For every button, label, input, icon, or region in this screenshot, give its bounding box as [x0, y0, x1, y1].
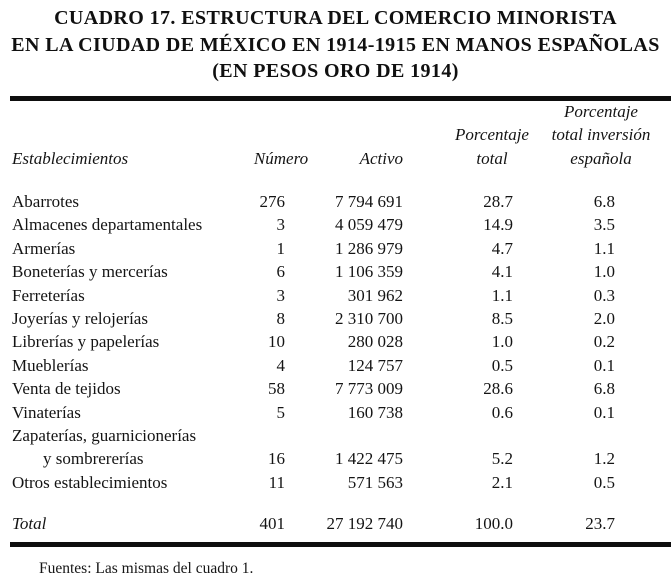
table-title — [0, 5, 671, 85]
row-label: Boneterías y mercerías — [12, 262, 168, 282]
total-row — [12, 512, 659, 536]
table-body — [12, 190, 659, 494]
table-row — [12, 284, 659, 307]
header-numero: Número — [253, 148, 309, 168]
porcentaje-inversion-cell: 1.2 — [593, 449, 615, 469]
table-row — [12, 213, 659, 236]
row-label: Vinaterías — [12, 402, 81, 422]
header-porcentaje-inversion-line1: Porcentaje — [564, 101, 638, 121]
total-porcentaje-inversion: 23.7 — [585, 514, 615, 533]
activo-cell: 1 106 359 — [335, 262, 403, 282]
header-porcentaje-total-line1: Porcentaje — [455, 125, 529, 144]
table-row — [12, 401, 659, 424]
activo-cell: 2 310 700 — [335, 308, 403, 328]
table-row — [12, 237, 659, 260]
row-label: Armerías — [12, 238, 76, 258]
total-numero: 401 — [259, 514, 285, 533]
porcentaje-inversion-cell: 0.1 — [593, 355, 615, 375]
table-header — [12, 100, 659, 170]
row-label: Joyerías y relojerías — [12, 308, 148, 328]
header-porcentaje-total — [455, 123, 529, 170]
activo-cell: 124 757 — [347, 355, 403, 375]
header-porcentaje-inversion-line3: española — [570, 148, 632, 168]
header-porcentaje-inversion-line2: total inversión — [551, 125, 651, 144]
porcentaje-total-cell: 5.2 — [491, 449, 513, 469]
activo-cell: 280 028 — [347, 332, 403, 352]
porcentaje-total-cell: 28.7 — [483, 192, 513, 211]
activo-cell: 4 059 479 — [335, 215, 403, 235]
table-row — [12, 471, 659, 494]
porcentaje-total-cell: 4.1 — [491, 262, 513, 282]
header-porcentaje-total-line2: total — [476, 148, 508, 168]
activo-cell: 1 422 475 — [335, 449, 403, 469]
title-line-2: EN LA CIUDAD DE MÉXICO EN 1914-1915 EN MANOS ESPAÑOLAS — [11, 33, 660, 56]
activo-cell: 7 773 009 — [335, 379, 403, 399]
header-porcentaje-inversion — [552, 100, 651, 171]
row-label: Almacenes departamentales — [12, 215, 203, 235]
porcentaje-total-cell: 28.6 — [483, 379, 513, 399]
porcentaje-total-cell: 4.7 — [491, 238, 513, 258]
numero-cell: 4 — [276, 355, 285, 375]
porcentaje-total-cell: 0.5 — [491, 355, 513, 375]
row-label: y sombrererías — [43, 449, 144, 469]
table-row — [12, 330, 659, 353]
row-label: Otros establecimientos — [12, 472, 168, 492]
numero-cell: 8 — [276, 308, 285, 328]
source-note: Fuentes: Las mismas del cuadro 1. — [39, 560, 254, 577]
porcentaje-total-cell: 8.5 — [491, 308, 513, 328]
numero-cell: 3 — [276, 285, 285, 305]
numero-cell: 6 — [276, 262, 285, 282]
numero-cell: 5 — [276, 402, 285, 422]
porcentaje-inversion-cell: 0.1 — [593, 402, 615, 422]
row-label: Zapaterías, guarnicionerías — [12, 425, 197, 445]
porcentaje-total-cell: 1.1 — [491, 285, 513, 305]
bottom-rule — [10, 542, 671, 547]
activo-cell: 7 794 691 — [335, 192, 403, 211]
total-label: Total — [12, 514, 47, 533]
activo-cell: 160 738 — [347, 402, 403, 422]
porcentaje-total-cell: 1.0 — [491, 332, 513, 352]
porcentaje-total-cell: 14.9 — [483, 215, 513, 235]
numero-cell: 1 — [276, 238, 285, 258]
row-label: Librerías y papelerías — [12, 332, 160, 352]
porcentaje-total-cell: 0.6 — [491, 402, 513, 422]
table-row — [12, 190, 659, 213]
porcentaje-inversion-cell: 0.2 — [593, 332, 615, 352]
table-row — [12, 307, 659, 330]
porcentaje-inversion-cell: 1.1 — [593, 238, 615, 258]
numero-cell: 16 — [268, 449, 285, 469]
porcentaje-inversion-cell: 3.5 — [593, 215, 615, 235]
table-row — [12, 424, 659, 447]
header-activo: Activo — [359, 148, 403, 168]
table-row — [12, 354, 659, 377]
row-label: Abarrotes — [12, 192, 80, 211]
numero-cell: 276 — [259, 192, 285, 211]
activo-cell: 571 563 — [347, 472, 403, 492]
total-porcentaje: 100.0 — [474, 514, 513, 533]
table-row — [12, 377, 659, 400]
table-row — [12, 447, 659, 470]
porcentaje-inversion-cell: 0.3 — [593, 285, 615, 305]
table-row — [12, 260, 659, 283]
numero-cell: 3 — [276, 215, 285, 235]
porcentaje-total-cell: 2.1 — [491, 472, 513, 492]
row-label: Mueblerías — [12, 355, 89, 375]
title-line-3: (EN PESOS ORO DE 1914) — [212, 60, 459, 82]
porcentaje-inversion-cell: 2.0 — [593, 308, 615, 328]
numero-cell: 10 — [268, 332, 285, 352]
porcentaje-inversion-cell: 6.8 — [593, 192, 615, 211]
title-line-1: CUADRO 17. ESTRUCTURA DEL COMERCIO MINORISTA — [54, 7, 617, 29]
numero-cell: 11 — [268, 472, 285, 492]
row-label: Venta de tejidos — [12, 379, 121, 399]
activo-cell: 301 962 — [347, 285, 403, 305]
header-establecimientos: Establecimientos — [12, 148, 129, 168]
activo-cell: 1 286 979 — [335, 238, 403, 258]
numero-cell: 58 — [268, 379, 285, 399]
row-label: Ferreterías — [12, 285, 85, 305]
total-activo: 27 192 740 — [326, 514, 403, 533]
porcentaje-inversion-cell: 0.5 — [593, 472, 615, 492]
porcentaje-inversion-cell: 6.8 — [593, 379, 615, 399]
porcentaje-inversion-cell: 1.0 — [593, 262, 615, 282]
